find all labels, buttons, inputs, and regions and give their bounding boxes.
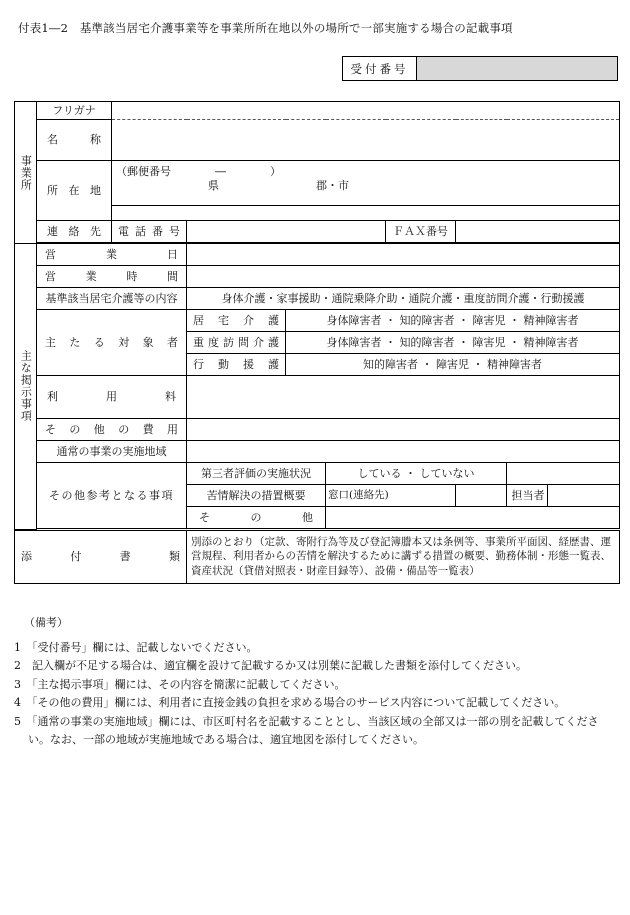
target-label: 主たる対象者 [37, 310, 187, 376]
target-value-judo: 身体障害者 ・ 知的障害者 ・ 障害児 ・ 精神障害者 [286, 332, 620, 354]
business-days-label: 営業日 [37, 244, 187, 266]
target-label-kodo: 行動援護 [187, 354, 286, 376]
furigana-label: フリガナ [37, 102, 112, 120]
complaint-label: 苦情解決の措置概要 [187, 485, 326, 507]
prefecture-label: 県 [208, 178, 219, 192]
section-jigyosho: 事業所 [15, 102, 37, 244]
form-title: 付表1―2 基準該当居宅介護事業等を事業所所在地以外の場所で一部実施する場合の記載事項 [18, 21, 513, 35]
target-label-kyotaku: 居宅介護 [187, 310, 286, 332]
complaint-window-field[interactable] [456, 485, 507, 507]
note-item-5: 5 「通常の事業の実施地域」欄には、市区町村名を記載することとし、当該区域の全部又は一部の別を記載してください。なお、一部の地域が実施地域である場合は、適宜地図を添付してください。 [14, 714, 599, 746]
notes-heading: （備考） [24, 616, 68, 629]
other-field[interactable] [326, 507, 620, 529]
other-cost-field[interactable] [187, 419, 620, 441]
note-item-4: 4 「その他の費用」欄には、利用者に直接金銭の負担を求める場合のサービス内容について記載してください。 [14, 696, 566, 709]
address-detail-field[interactable] [112, 206, 620, 221]
attachment-label: 添付書類 [15, 530, 187, 583]
receipt-number-label: 受付番号 [343, 57, 417, 80]
postal-code-label: （郵便番号 ― ） [116, 165, 281, 178]
service-content-label: 基準該当居宅介護等の内容 [37, 288, 187, 310]
area-label: 通常の事業の実施地域 [37, 441, 187, 463]
note-item-3: 3 「主な掲示事項」欄には、その内容を簡潔に記載してください。 [14, 677, 346, 691]
area-field[interactable] [187, 441, 620, 463]
target-value-kodo: 知的障害者 ・ 障害児 ・ 精神障害者 [286, 354, 620, 376]
name-label: 名称 [37, 120, 112, 161]
contact-label: 連絡先 [37, 221, 112, 243]
address-label: 所在地 [37, 161, 112, 221]
form-table [14, 101, 620, 584]
business-hours-field[interactable] [187, 266, 620, 288]
address-field[interactable] [112, 161, 620, 206]
note-item-1: 1 「受付番号」欄には、記載しないでください。 [14, 640, 258, 654]
third-party-label: 第三者評価の実施状況 [187, 463, 326, 485]
reference-label: その他参考となる事項 [37, 463, 187, 529]
city-label: 郡・市 [316, 178, 349, 192]
receipt-number-box [342, 56, 618, 81]
service-content-value: 身体介護・家事援助・通院乗降介助・通院介護・重度訪問介護・行動援護 [187, 288, 620, 310]
notes-section [14, 614, 619, 750]
business-days-field[interactable] [187, 244, 620, 266]
third-party-value: している ・ していない [326, 463, 507, 485]
fee-field[interactable] [187, 376, 620, 419]
fee-label: 利用料 [37, 376, 187, 419]
phone-field[interactable] [187, 221, 386, 243]
note-item-2: 2 記入欄が不足する場合は、適宜欄を設けて記載するか又は別葉に記載した書類を添付してください。 [14, 659, 527, 672]
receipt-number-field[interactable] [417, 57, 617, 80]
complaint-person-cell [507, 485, 620, 507]
fax-label: ＦＡＸ番号 [386, 221, 456, 243]
business-hours-label: 営業時間 [37, 266, 187, 288]
target-value-kyotaku: 身体障害者 ・ 知的障害者 ・ 障害児 ・ 精神障害者 [286, 310, 620, 332]
third-party-extra-field[interactable] [507, 463, 620, 485]
other-label: その他 [187, 507, 326, 529]
fax-field[interactable] [456, 221, 620, 243]
phone-label: 電話番号 [112, 221, 187, 243]
complaint-window-label: 窓口(連絡先) [326, 485, 456, 507]
person-label: 担当者 [507, 485, 549, 506]
furigana-field[interactable] [112, 102, 620, 120]
attachment-value: 別添のとおり（定款、寄附行為等及び登記簿謄本又は条例等、事業所平面図、経歴書、運営規程、利用者からの苦情を解決するために講ずる措置の概要、勤務体制・形態一覧表、資産状況（貸借対照表・財産目録等）、設備・備品等一覧表） [187, 530, 620, 583]
other-cost-label: その他の費用 [37, 419, 187, 441]
name-field[interactable] [112, 120, 620, 161]
target-label-judo: 重度訪問介護 [187, 332, 286, 354]
section-keiji: 主な掲示事項 [15, 244, 37, 530]
